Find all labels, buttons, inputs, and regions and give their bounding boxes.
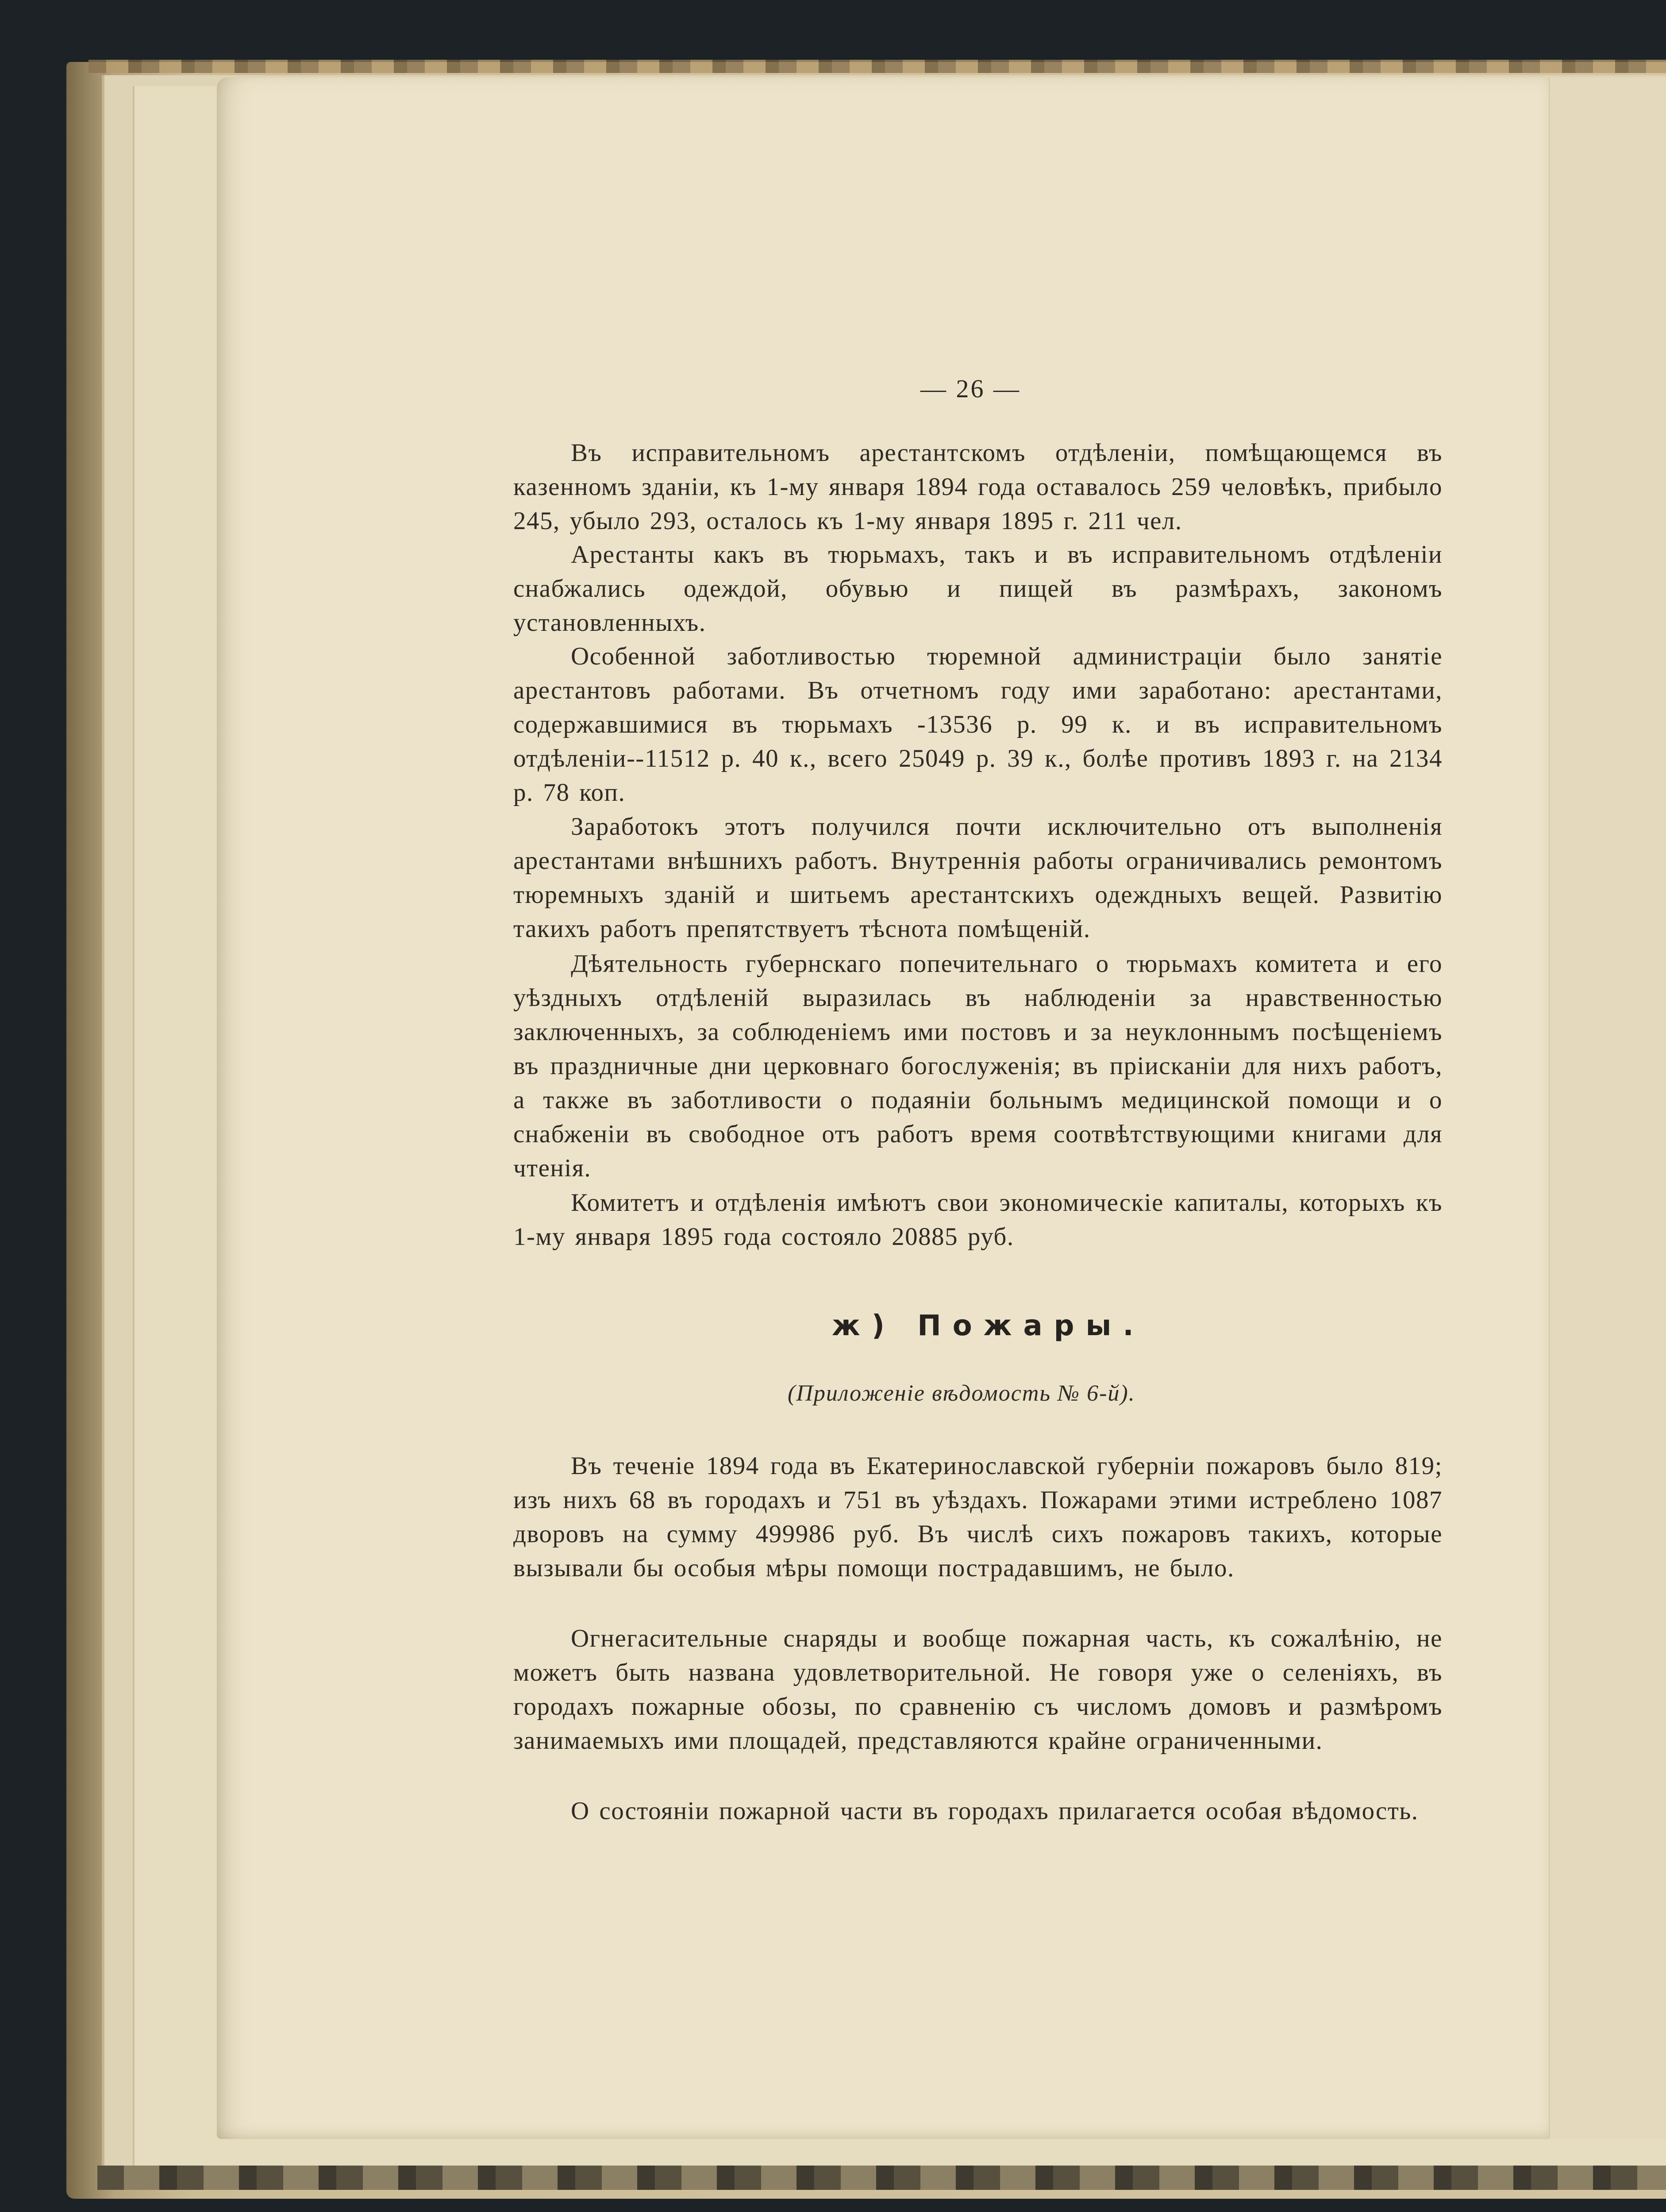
paragraph-fire-equipment: Огнегасительные снаряды и вообще пожарная часть, къ сожалѣнію, не можетъ быть названа удовлетворительной. Не говоря уже о селеніяхъ, въ городахъ пожарные обозы, по сравненію съ числомъ домовъ и размѣромъ занимаемыхъ ими площадей, представляются крайне ограниченными. xyxy=(513,1624,1443,1755)
paragraph-prisoner-labor: Особенной заботливостью тюремной администраціи было занятіе арестантовъ работами. Въ отчетномъ году ими заработано: арестантами, содержавшимися въ тюрьмахъ -13536 р. 99 к. и въ исправительномъ отдѣленіи--11512 р. 40 к., всего 25049 р. 39 к., болѣе противъ 1893 г. на 2134 р. 78 коп. xyxy=(513,642,1443,806)
paragraph-committee-capital: Комитетъ и отдѣленія имѣютъ свои экономическіе капиталы, которыхъ къ 1-му января 1895 года состояло 20885 руб. xyxy=(513,1189,1443,1251)
paragraph-earnings: Заработокъ этотъ получился почти исключительно отъ выполненія арестантами внѣшнихъ работъ. Внутреннія работы ограничивались ремонтомъ тюремныхъ зданій и шитьемъ арестантскихъ одеждныхъ вещей. Развитію такихъ работъ препятствуетъ тѣснота помѣщеній. xyxy=(513,813,1443,943)
paragraph-prisoner-supply: Арестанты какъ въ тюрьмахъ, такъ и въ исправительномъ отдѣленіи снабжались одеждой, обувью и пищей въ размѣрахъ, закономъ установленныхъ. xyxy=(513,541,1443,637)
book-top-edge xyxy=(88,60,1666,73)
book-bottom-edge xyxy=(97,2166,1666,2190)
facing-page-edge xyxy=(1549,77,1666,2139)
paragraph-fire-report: О состояніи пожарной части въ городахъ прилагается особая вѣдомость. xyxy=(571,1797,1419,1825)
section-heading: ж) Пожары. xyxy=(832,1310,1145,1342)
paragraph-committee-activity: Дѣятельность губернскаго попечительнаго о тюрьмахъ комитета и его уѣздныхъ отдѣленій выразилась въ наблюденіи за нравственностью заключенныхъ, за соблюденіемъ ими постовъ и за неуклоннымъ посѣщеніемъ въ праздничные дни церковнаго богослуженія; въ пріисканіи для нихъ работъ, а также въ заботливости о подаяніи больнымъ медицинской помощи и о снабженіи въ свободное отъ работъ время соотвѣтствующими книгами для чтенія. xyxy=(513,950,1443,1182)
page-number: — 26 — xyxy=(920,374,1021,403)
section-subheading: (Приложеніе вѣдомость № 6-й). xyxy=(788,1381,1135,1406)
paragraph-fires-statistics: Въ теченіе 1894 года въ Екатеринославской губерніи пожаровъ было 819; изъ нихъ 68 въ городахъ и 751 въ уѣздахъ. Пожарами этими истреблено 1087 дворовъ на сумму 499986 руб. Въ числѣ сихъ пожаровъ такихъ, которые вызывали бы особыя мѣры помощи пострадавшимъ, не было. xyxy=(513,1452,1443,1582)
paragraph-correctional-department: Въ исправительномъ арестантскомъ отдѣленіи, помѣщающемся въ казенномъ зданіи, къ 1-му января 1894 года оставалось 259 человѣкъ, прибыло 245, убыло 293, осталось къ 1-му января 1895 г. 211 чел. xyxy=(513,439,1443,535)
